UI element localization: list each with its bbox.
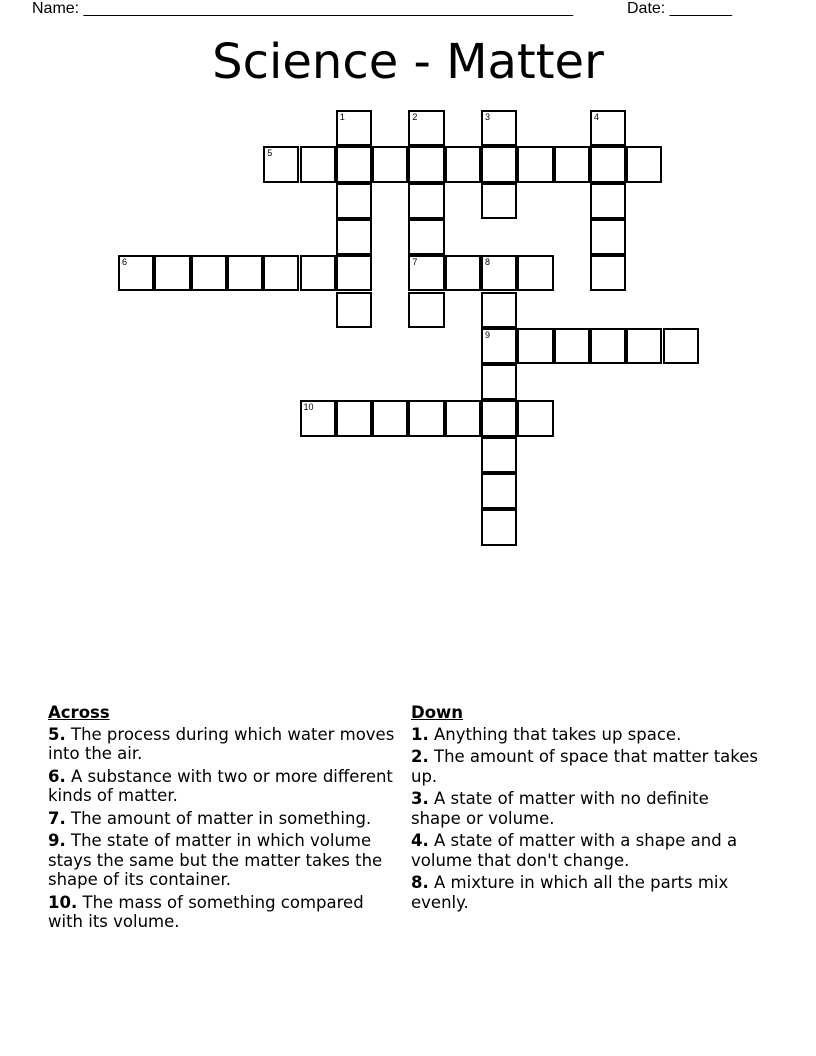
grid-cell[interactable] <box>517 255 553 291</box>
grid-cell[interactable] <box>445 400 481 436</box>
down-clue <box>411 831 761 870</box>
grid-cell[interactable] <box>517 146 553 182</box>
grid-cell[interactable] <box>590 146 626 182</box>
grid-cell[interactable] <box>481 255 517 291</box>
across-clue <box>48 809 398 829</box>
date-field[interactable]: Date: _______ <box>627 0 732 17</box>
down-clue <box>411 747 761 786</box>
clue-text: A mixture in which all the parts mix evenly. <box>411 873 729 912</box>
clue-text: A substance with two or more different kinds of matter. <box>48 766 393 805</box>
grid-cell[interactable] <box>663 328 699 364</box>
clue-number: 9. <box>48 831 66 850</box>
clue-number: 10. <box>48 892 78 912</box>
clue-number: 3. <box>411 789 429 808</box>
cell-number: 5 <box>267 148 273 159</box>
across-clue <box>48 831 398 890</box>
grid-cell[interactable] <box>336 183 372 219</box>
grid-cell[interactable] <box>118 255 154 291</box>
grid-cell[interactable] <box>481 437 517 473</box>
grid-cell[interactable] <box>300 400 336 436</box>
grid-cell[interactable] <box>408 292 444 328</box>
grid-cell[interactable] <box>554 328 590 364</box>
grid-cell[interactable] <box>626 328 662 364</box>
grid-cell[interactable] <box>408 255 444 291</box>
cell-number: 7 <box>412 257 418 268</box>
cell-number: 6 <box>122 257 128 268</box>
clue-number: 2. <box>411 747 429 766</box>
grid-cell[interactable] <box>626 146 662 182</box>
grid-cell[interactable] <box>481 509 517 545</box>
clue-number: 4. <box>411 831 429 850</box>
grid-cell[interactable] <box>408 400 444 436</box>
grid-cell[interactable] <box>372 146 408 182</box>
grid-cell[interactable] <box>408 183 444 219</box>
across-clue <box>48 893 398 932</box>
grid-cell[interactable] <box>372 400 408 436</box>
grid-cell[interactable] <box>336 255 372 291</box>
grid-cell[interactable] <box>517 328 553 364</box>
grid-cell[interactable] <box>408 146 444 182</box>
grid-cell[interactable] <box>554 146 590 182</box>
grid-cell[interactable] <box>481 183 517 219</box>
cell-number: 9 <box>485 329 491 340</box>
grid-cell[interactable] <box>481 400 517 436</box>
grid-cell[interactable] <box>336 292 372 328</box>
clue-number: 5. <box>48 724 66 744</box>
clue-number: 1. <box>411 724 429 744</box>
grid-cell[interactable] <box>445 255 481 291</box>
name-field[interactable]: Name: _______________________________________________________ <box>32 0 573 17</box>
clue-text: The process during which water moves into the air. <box>48 724 395 763</box>
cell-number: 3 <box>485 112 491 122</box>
grid-cell[interactable] <box>590 328 626 364</box>
clue-number: 7. <box>48 808 66 828</box>
clue-number: 6. <box>48 766 66 786</box>
grid-cell[interactable] <box>191 255 227 291</box>
across-heading: Across <box>48 703 110 722</box>
cell-number: 4 <box>593 112 599 122</box>
clue-text: The mass of something compared with its volume. <box>48 892 364 931</box>
grid-cell[interactable] <box>408 219 444 255</box>
clue-text: The amount of space that matter takes up. <box>411 747 758 786</box>
clue-text: A state of matter with no definite shape or volume. <box>411 789 709 828</box>
cell-number: 8 <box>485 257 491 268</box>
grid-cell[interactable] <box>481 364 517 400</box>
grid-cell[interactable] <box>154 255 190 291</box>
cell-number: 10 <box>303 402 314 413</box>
across-clue <box>48 767 398 806</box>
grid-cell[interactable] <box>445 146 481 182</box>
page-title: Science - Matter <box>212 34 604 90</box>
grid-cell[interactable] <box>481 146 517 182</box>
grid-cell[interactable] <box>590 255 626 291</box>
grid-cell[interactable] <box>336 400 372 436</box>
grid-cell[interactable] <box>481 328 517 364</box>
clue-text: Anything that takes up space. <box>434 724 682 744</box>
across-clue <box>48 725 398 764</box>
grid-cell[interactable] <box>336 146 372 182</box>
grid-cell[interactable] <box>590 219 626 255</box>
grid-cell[interactable] <box>481 292 517 328</box>
down-clue <box>411 873 761 912</box>
grid-cell[interactable] <box>300 146 336 182</box>
down-clues <box>411 703 761 915</box>
grid-cell[interactable] <box>336 110 372 146</box>
across-clues <box>48 703 398 935</box>
grid-cell[interactable] <box>481 110 517 146</box>
grid-cell[interactable] <box>590 183 626 219</box>
down-clue <box>411 789 761 828</box>
clue-number: 8. <box>411 873 429 892</box>
down-heading: Down <box>411 703 464 722</box>
grid-cell[interactable] <box>263 146 299 182</box>
cell-number: 1 <box>339 112 345 122</box>
grid-cell[interactable] <box>590 110 626 146</box>
down-clue <box>411 725 761 745</box>
grid-cell[interactable] <box>300 255 336 291</box>
grid-cell[interactable] <box>336 219 372 255</box>
cell-number: 2 <box>412 112 418 122</box>
grid-cell[interactable] <box>517 400 553 436</box>
grid-cell[interactable] <box>263 255 299 291</box>
grid-cell[interactable] <box>408 110 444 146</box>
clue-text: A state of matter with a shape and a volume that don't change. <box>411 831 738 870</box>
grid-cell[interactable] <box>227 255 263 291</box>
clue-text: The state of matter in which volume stays the same but the matter takes the shape of its container. <box>48 831 383 889</box>
grid-cell[interactable] <box>481 473 517 509</box>
clue-text: The amount of matter in something. <box>71 808 372 828</box>
